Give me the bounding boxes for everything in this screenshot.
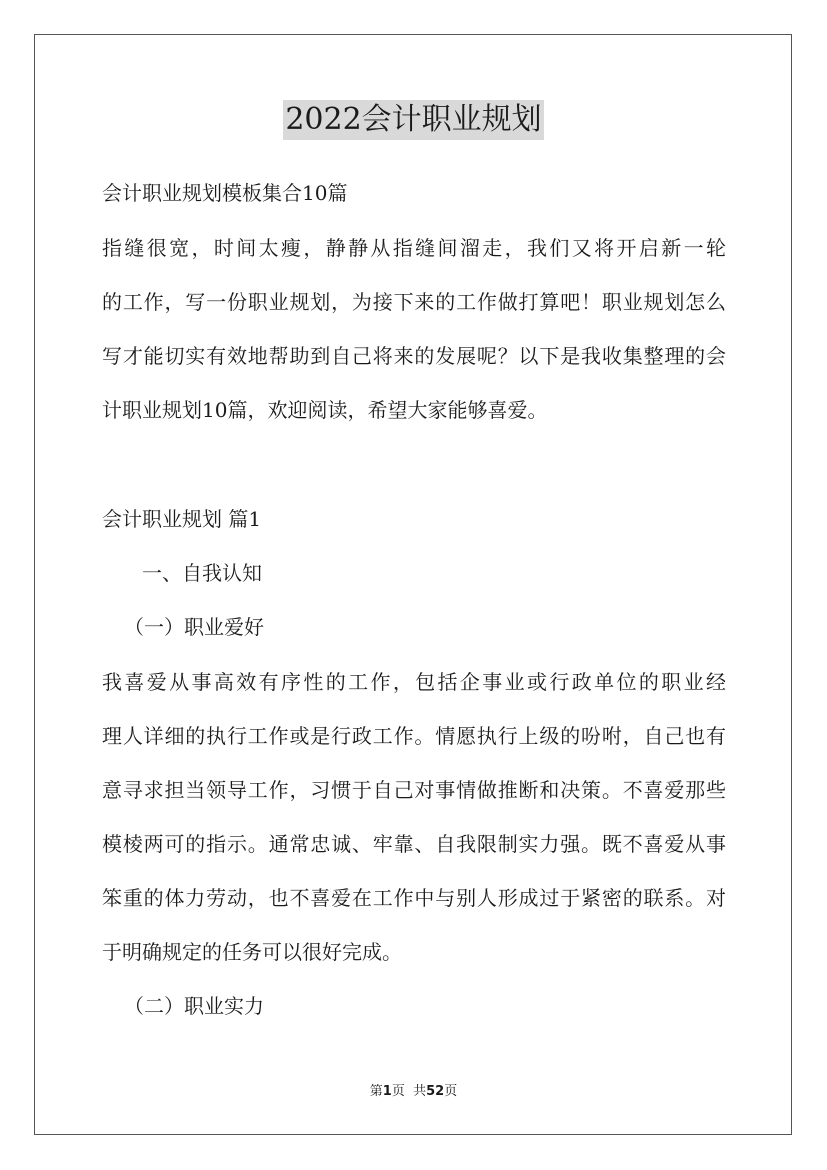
title-container bbox=[0, 100, 827, 140]
footer-prefix: 第 bbox=[369, 1084, 383, 1099]
heading-self-awareness: 一、自我认知 bbox=[142, 561, 262, 585]
body-line-2: 理人详细的执行工作或是行政工作。情愿执行上级的吩咐，自己也有 bbox=[102, 724, 726, 748]
document-title: 2022会计职业规划 bbox=[283, 100, 543, 140]
page-footer bbox=[0, 1084, 827, 1100]
body-line-3: 意寻求担当领导工作，习惯于自己对事情做推断和决策。不喜爱那些 bbox=[102, 778, 726, 802]
body-line-5: 笨重的体力劳动，也不喜爱在工作中与别人形成过于紧密的联系。对 bbox=[102, 886, 726, 910]
heading-career-interest: （一）职业爱好 bbox=[124, 615, 264, 639]
heading-career-ability: （二）职业实力 bbox=[124, 994, 264, 1018]
intro-line-2: 的工作，写一份职业规划，为接下来的工作做打算吧！职业规划怎么 bbox=[102, 290, 726, 314]
intro-line-3: 写才能切实有效地帮助到自己将来的发展呢？以下是我收集整理的会 bbox=[102, 344, 726, 368]
footer-total-prefix: 共 bbox=[413, 1084, 427, 1099]
section-heading: 会计职业规划 篇1 bbox=[102, 507, 262, 531]
footer-total-unit: 页 bbox=[444, 1084, 458, 1099]
footer-page-unit: 页 bbox=[391, 1084, 405, 1099]
document-subtitle: 会计职业规划模板集合10篇 bbox=[102, 181, 348, 205]
intro-line-1: 指缝很宽，时间太瘦，静静从指缝间溜走，我们又将开启新一轮 bbox=[102, 236, 726, 260]
body-line-4: 模棱两可的指示。通常忠诚、牢靠、自我限制实力强。既不喜爱从事 bbox=[102, 832, 726, 856]
footer-page-number: 1 bbox=[382, 1084, 392, 1099]
body-line-6: 于明确规定的任务可以很好完成。 bbox=[102, 940, 402, 964]
intro-line-4: 计职业规划10篇，欢迎阅读，希望大家能够喜爱。 bbox=[102, 398, 548, 422]
footer-total-pages: 52 bbox=[426, 1084, 445, 1099]
body-line-1: 我喜爱从事高效有序性的工作，包括企事业或行政单位的职业经 bbox=[102, 670, 726, 694]
